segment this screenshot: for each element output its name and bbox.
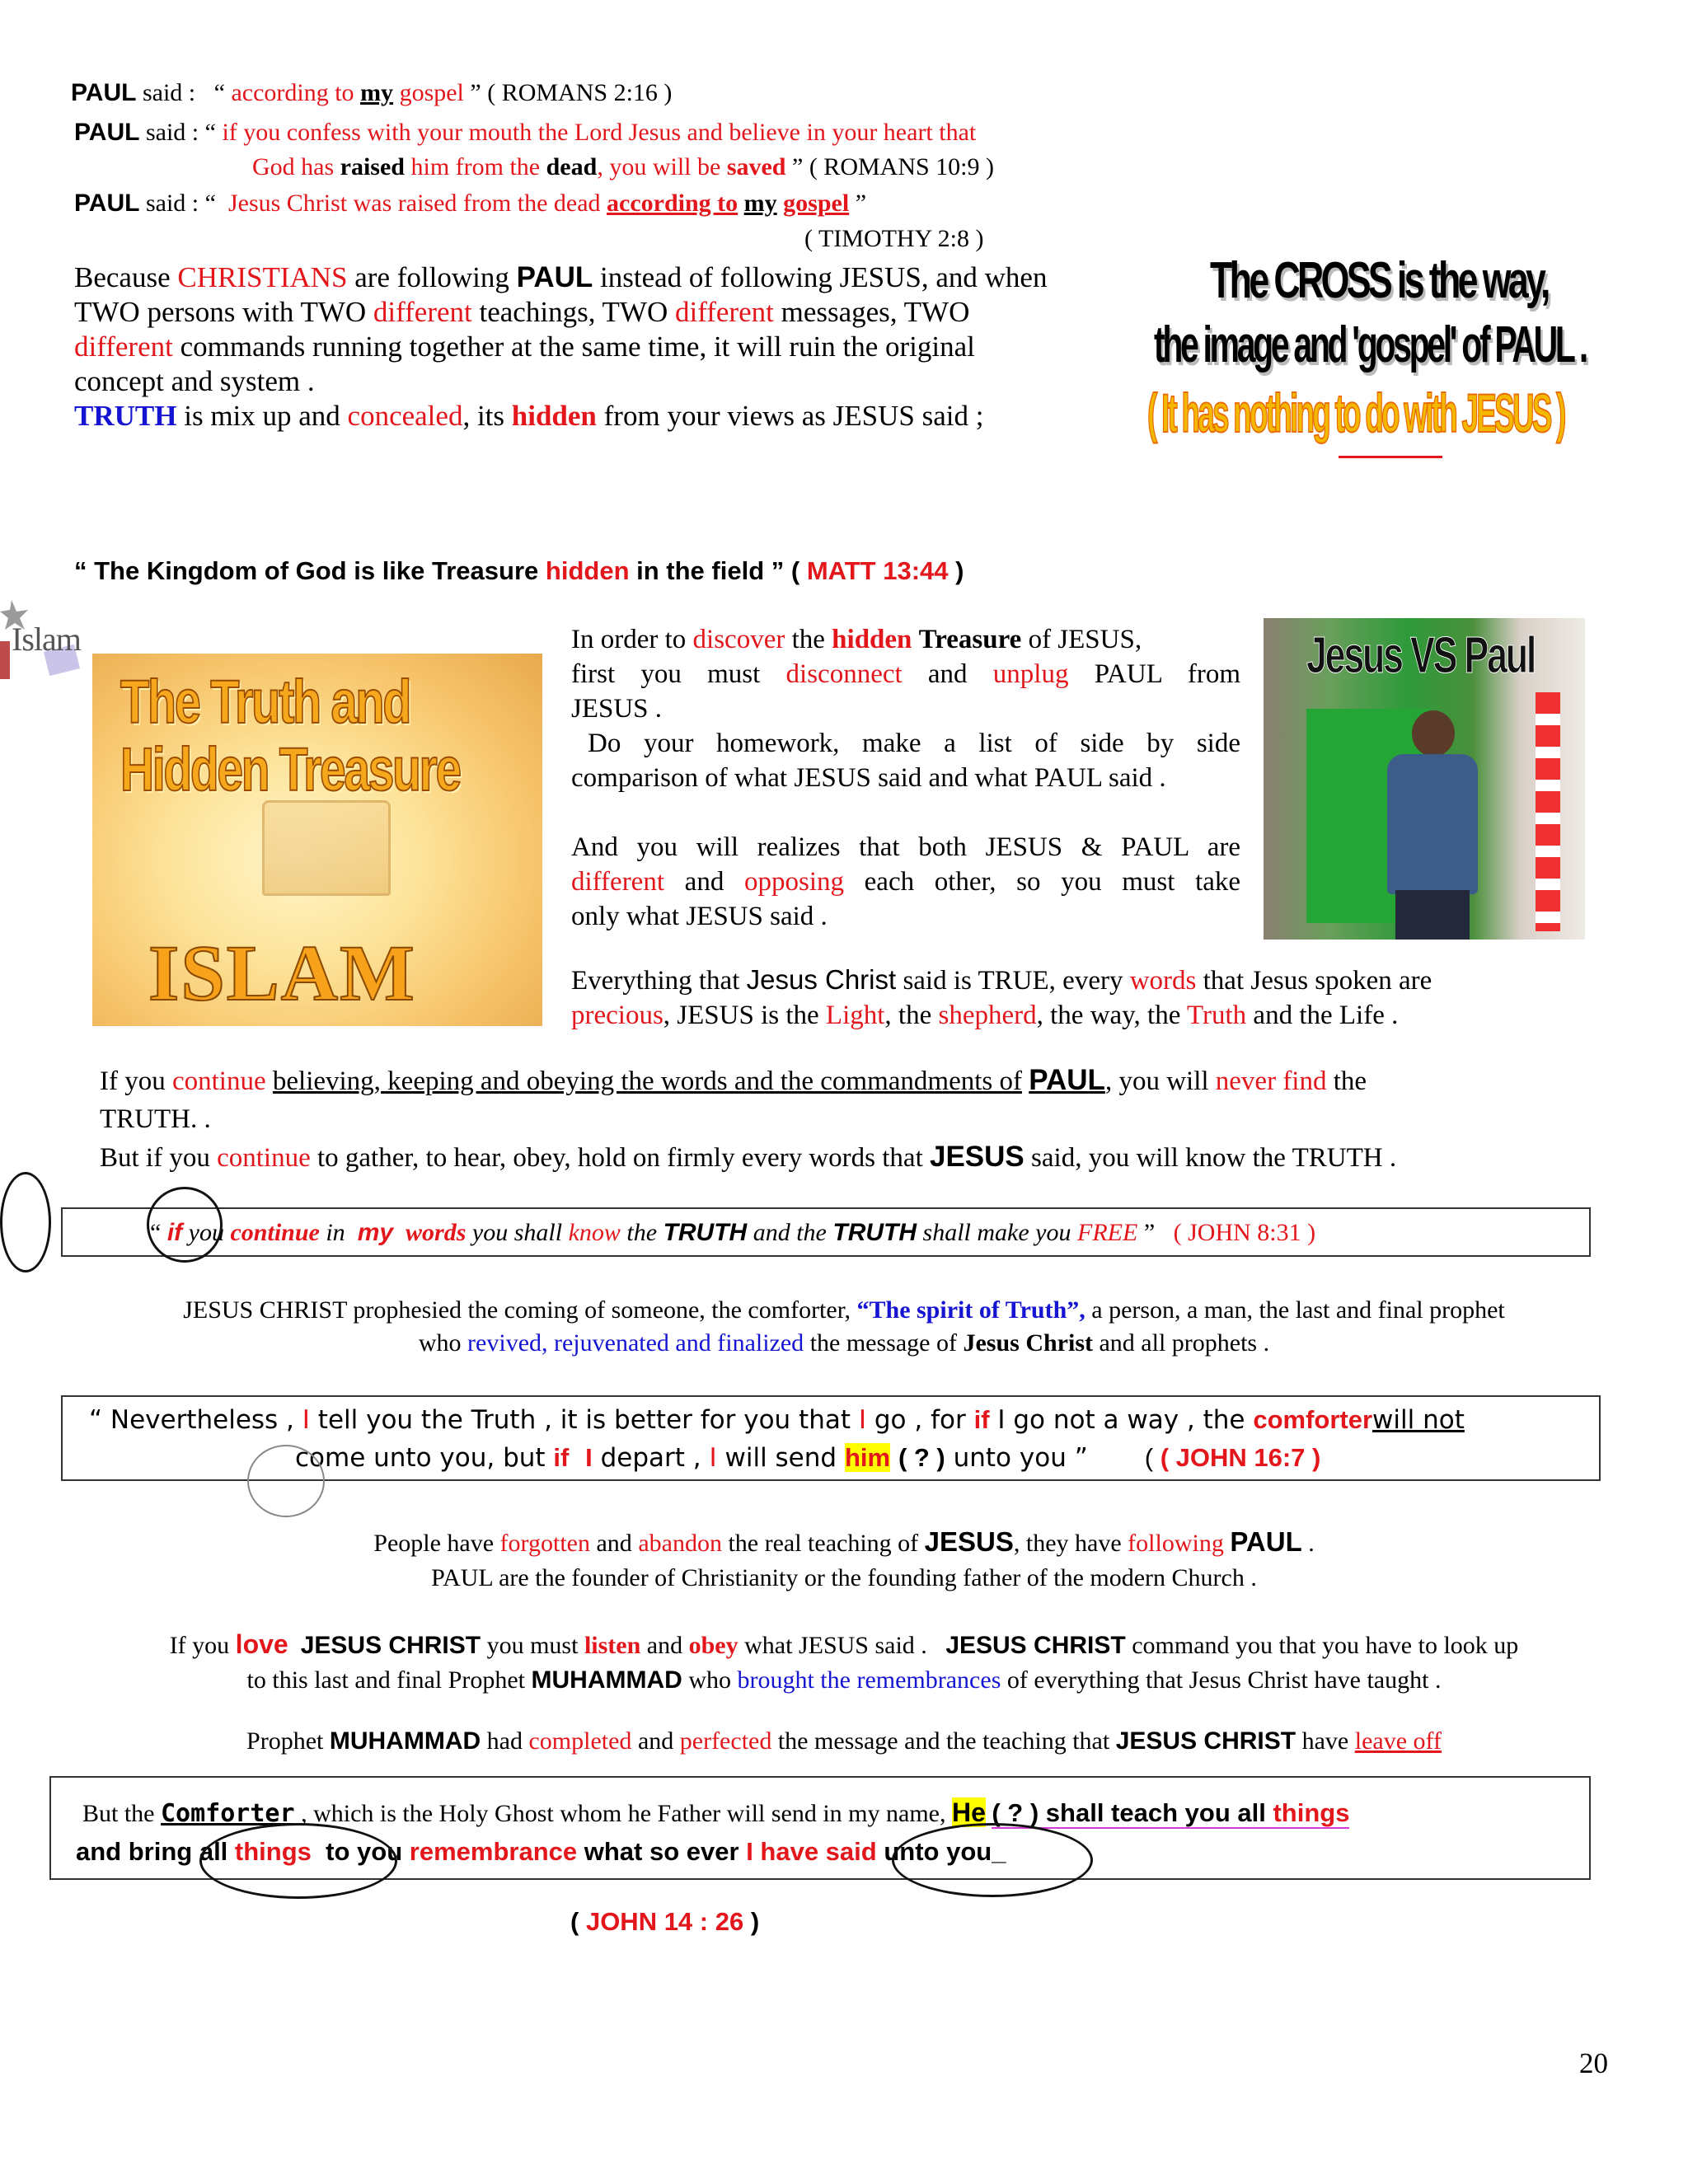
muhammad-word: MUHAMMAD [329, 1727, 481, 1755]
text: in the field ” ( [636, 556, 800, 585]
never-find: never find [1215, 1066, 1327, 1096]
treasure-word: Treasure [918, 625, 1022, 654]
text: will not [1372, 1405, 1465, 1435]
hidden-word: hidden [545, 556, 630, 585]
text: unto you ” [953, 1443, 1088, 1473]
brought-remembrances: brought the remembrances [737, 1666, 1001, 1694]
forgotten-paragraph [0, 1525, 1688, 1596]
text: shall make you [922, 1219, 1071, 1246]
text: you [188, 1219, 224, 1246]
speaker: PAUL [74, 190, 140, 217]
if-word: if [553, 1443, 570, 1472]
john-14-26-reference [570, 1907, 759, 1937]
following-word: following [1128, 1530, 1224, 1557]
if-word: if [973, 1405, 990, 1434]
different-word: different [373, 296, 472, 328]
text: comparison of what JESUS said and what PAUL said . [571, 763, 1166, 793]
text: unto you_ [884, 1837, 1006, 1866]
words-word: words [1129, 966, 1197, 996]
paul-word: PAUL [1230, 1526, 1302, 1557]
cross-title-line3: ( It has nothing to do with JESUS ) [1147, 382, 1564, 443]
comforter-word: comforter [1253, 1405, 1373, 1434]
text: tell you the Truth , it is better for you that [317, 1405, 851, 1435]
text: concept and system . [74, 365, 315, 397]
if-word: if [166, 1219, 183, 1246]
text: who [688, 1666, 731, 1694]
shepherd-word: shepherd [938, 1001, 1037, 1030]
paul-quote-romans-10-9-line2 [252, 153, 994, 181]
jesus-christ: JESUS CHRIST [1115, 1727, 1296, 1755]
cross-title-line1: The CROSS is the way, [1210, 252, 1548, 309]
text: Everything that [571, 966, 740, 996]
text: , they have [1013, 1530, 1122, 1557]
text: But the [82, 1800, 155, 1827]
text: messages, TWO [781, 296, 970, 328]
text: had [486, 1727, 523, 1755]
treasure-chest-icon [262, 800, 391, 896]
different-word: different [571, 867, 665, 897]
close-quote: ” [1143, 1219, 1156, 1246]
continue-word: continue [217, 1143, 311, 1173]
text: JESUS . [571, 694, 663, 724]
free-word: FREE [1077, 1219, 1138, 1246]
text: But if you [100, 1143, 210, 1173]
text: , its [462, 400, 505, 432]
text: who [418, 1329, 462, 1357]
text: and [646, 1632, 683, 1659]
text: in [326, 1219, 345, 1246]
truth-word: TRUTH [663, 1219, 748, 1246]
text: “ The Kingdom of God is like Treasure [74, 556, 539, 585]
close-quote: ” [855, 190, 867, 217]
perfected-word: perfected [679, 1727, 772, 1755]
leave-off: leave off [1354, 1727, 1442, 1755]
i-word: I [585, 1443, 593, 1472]
text: to this last and final Prophet [246, 1666, 526, 1694]
text: PAUL from [1094, 659, 1241, 689]
text: the real teaching of [728, 1530, 919, 1557]
text: from your views as JESUS said ; [603, 400, 984, 432]
different-word: different [675, 296, 774, 328]
treasure-image [92, 654, 542, 1026]
paul-word: PAUL [516, 261, 593, 293]
text: teachings, TWO [479, 296, 668, 328]
quote-according-to: according to [607, 190, 738, 217]
completed-line [0, 1727, 1688, 1755]
treasure-title-line2: Hidden Treasure [120, 735, 460, 804]
abandon-word: abandon [638, 1530, 722, 1557]
text: to you [326, 1837, 403, 1866]
text: the [626, 1219, 658, 1246]
text: ) [750, 1907, 760, 1936]
text: command you that you have to look up [1132, 1632, 1519, 1659]
opposing-word: opposing [743, 867, 844, 897]
reference: ” ( ROMANS 10:9 ) [792, 153, 994, 180]
person-legs [1395, 890, 1470, 940]
text: come unto you, but [295, 1443, 546, 1473]
text: JESUS CHRIST prophesied the coming of someone, the comforter, [183, 1296, 851, 1324]
john-8-31-quote [150, 1219, 1315, 1247]
said: said : [142, 79, 196, 106]
paul-word: PAUL [1029, 1064, 1105, 1096]
text: and [596, 1530, 632, 1557]
i-word: I [709, 1443, 717, 1473]
timothy-reference: ( TIMOTHY 2:8 ) [804, 225, 984, 252]
things-word: things [234, 1837, 312, 1866]
quote-saved: saved [726, 153, 786, 180]
text: commands running together at the same time, it will ruin the original [180, 330, 975, 363]
continue-word: continue [230, 1219, 320, 1246]
everything-paragraph [571, 963, 1432, 1033]
truth-word: Truth [1187, 1001, 1247, 1030]
text: Prophet [246, 1727, 324, 1755]
text: said is TRUE, every [903, 966, 1123, 996]
text: and the Life . [1253, 1001, 1399, 1030]
islam-logo [0, 592, 103, 684]
text: , JESUS is the [663, 1001, 819, 1030]
jesus-christ: Jesus Christ [963, 1329, 1093, 1357]
text: the message and the teaching that [777, 1727, 1110, 1755]
quote-dead: dead [546, 153, 598, 180]
quote-text: God has [252, 153, 335, 180]
annotation-ellipse [892, 1823, 1093, 1897]
teach-phrase [992, 1798, 1349, 1829]
treasure-title-line1: The Truth and [120, 668, 410, 736]
remembrance-word: remembrance [409, 1837, 578, 1866]
text: , the way, the [1036, 1001, 1181, 1030]
reference: ( JOHN 16:7 ) [1160, 1443, 1321, 1472]
continue-word: continue [171, 1066, 266, 1096]
forgotten-word: forgotten [499, 1530, 590, 1557]
love-paragraph [0, 1627, 1688, 1698]
text: “ Nevertheless , [89, 1405, 294, 1435]
quote-text: him from the [410, 153, 541, 180]
text: of JESUS, [1028, 625, 1142, 654]
text: ( ? ) shall teach you all [992, 1798, 1266, 1827]
continue-paragraph [100, 1062, 1396, 1177]
different-word: different [74, 330, 173, 363]
i-have-said: I have said [746, 1837, 877, 1866]
text: is mix up and [184, 400, 340, 432]
text: And you will realizes that both JESUS & PAUL are [571, 832, 1240, 862]
text: what JESUS said . [744, 1632, 927, 1659]
text: the message of [809, 1329, 957, 1357]
quote-text: according to [231, 79, 354, 106]
reference: ( JOHN 8:31 ) [1173, 1219, 1316, 1246]
completed-word: completed [528, 1727, 632, 1755]
unplug-word: unplug [992, 659, 1069, 689]
love-word: love [235, 1629, 288, 1659]
text: a person, a man, the last and final prophet [1091, 1296, 1505, 1324]
text: PAUL are the founder of Christianity or the founding father of the modern Church . [431, 1564, 1257, 1591]
he-word: He [951, 1797, 986, 1827]
paul-quote-romans-10-9-line1 [74, 119, 976, 147]
text: and [927, 659, 968, 689]
text: TRUTH. . [100, 1104, 211, 1134]
middle-paragraph [571, 622, 1240, 934]
text: ( [570, 1907, 579, 1936]
discover-word: discover [692, 625, 785, 654]
reference-group: ( ( JOHN 16:7 ) [1144, 1443, 1321, 1472]
hidden-word: hidden [832, 625, 912, 654]
text: first you must [571, 659, 761, 689]
reference: MATT 13:44 [806, 556, 949, 585]
annotation-circle [147, 1187, 223, 1263]
prophesied-paragraph [0, 1294, 1688, 1360]
cross-graphic [1141, 243, 1619, 474]
text: the [1333, 1066, 1367, 1096]
john-16-7-line1 [89, 1405, 1465, 1435]
truth-word: TRUTH [74, 400, 177, 432]
quote-my: my [743, 190, 777, 217]
text: , which is the Holy Ghost whom he Father will send in my name, [301, 1800, 946, 1827]
text: of everything that Jesus Christ have taught . [1006, 1666, 1442, 1694]
text: will send [724, 1443, 837, 1473]
text: to gather, to hear, obey, hold on firmly every words that [316, 1143, 923, 1173]
quote-gospel: gospel [783, 190, 850, 217]
text: In order to [571, 625, 687, 654]
text: , you will [1104, 1066, 1209, 1096]
text: If you [100, 1066, 166, 1096]
text: and the [753, 1219, 827, 1246]
jesus-christ: Jesus Christ [746, 964, 897, 995]
text: go , for [874, 1405, 966, 1435]
open-quote: “ [204, 190, 216, 217]
revived-text: revived, rejuvenated and finalized [467, 1329, 804, 1357]
jesus-vs-paul-image [1264, 618, 1585, 940]
i-word: I [302, 1405, 310, 1435]
text: I go not a way , the [997, 1405, 1245, 1435]
text: and bring all [76, 1837, 228, 1866]
jesus-vs-paul-title: Jesus VS Paul [1306, 627, 1536, 684]
reference: JOHN 14 : 26 [585, 1907, 744, 1936]
open-quote: “ [213, 79, 225, 106]
jesus-word: JESUS [930, 1141, 1025, 1173]
text: and [684, 867, 724, 897]
things-word: things [1273, 1798, 1350, 1827]
cross-title-line2: the image and 'gospel' of PAUL . [1154, 316, 1586, 373]
text: have [1301, 1727, 1349, 1755]
annotation-circle [247, 1445, 325, 1517]
jesus-christ: JESUS CHRIST [945, 1632, 1126, 1659]
my-word: my [357, 1219, 394, 1246]
him-word: him [844, 1443, 891, 1472]
know-word: know [568, 1219, 621, 1246]
hidden-word: hidden [511, 400, 597, 432]
red-underline [1339, 456, 1442, 458]
christians-word: CHRISTIANS [177, 261, 348, 293]
precious-word: precious [571, 1001, 663, 1030]
text: are following [354, 261, 509, 293]
text: you shall [471, 1219, 563, 1246]
text: , the [884, 1001, 932, 1030]
quote-text: , you will be [597, 153, 721, 180]
words-word: words [406, 1219, 467, 1246]
comforter-word: Comforter [161, 1799, 295, 1828]
quote-text: Jesus Christ was raised from the dead [227, 190, 601, 217]
person-head [1412, 710, 1455, 757]
text: TWO persons with TWO [74, 296, 367, 328]
text: Do your homework, make a list of side by side [588, 729, 1240, 758]
kingdom-quote [74, 556, 964, 586]
speaker: PAUL [71, 79, 137, 106]
treasure-islam-word: ISLAM [148, 929, 416, 1017]
underlined-text: believing, keeping and obeying the words and the commandments of [272, 1066, 1022, 1096]
red-shelf [1536, 692, 1560, 931]
i-word: I [858, 1405, 867, 1435]
listen-word: listen [584, 1632, 641, 1659]
disconnect-word: disconnect [785, 659, 903, 689]
quote-text: if you confess with your mouth the Lord Jesus and believe in your heart that [222, 119, 977, 146]
text: If you [169, 1632, 230, 1659]
muhammad-word: MUHAMMAD [531, 1666, 682, 1694]
concealed-word: concealed [347, 400, 463, 432]
text: ) [955, 556, 964, 585]
paul-quote-timothy-2-8 [74, 190, 866, 218]
john-14-26-line1 [82, 1797, 1349, 1828]
page-number: 20 [1579, 2047, 1608, 2079]
spirit-of-truth: “The spirit of Truth”, [856, 1296, 1085, 1324]
text: that Jesus spoken are [1203, 966, 1432, 996]
said: said : [145, 119, 199, 146]
text: and all prophets . [1099, 1329, 1270, 1357]
light-word: Light [825, 1001, 885, 1030]
text: only what JESUS said . [571, 902, 828, 931]
quote-raised: raised [340, 153, 405, 180]
jesus-word: JESUS [924, 1526, 1014, 1557]
truth-word: TRUTH [832, 1219, 917, 1246]
text: instead of following JESUS, and when [600, 261, 1048, 293]
close-quote: ” [470, 79, 481, 106]
obey-word: obey [688, 1632, 738, 1659]
annotation-ellipse [199, 1823, 397, 1899]
text: said, you will know the TRUTH . [1031, 1143, 1397, 1173]
speaker: PAUL [74, 119, 140, 146]
question-mark: ( ? ) [898, 1443, 945, 1472]
quote-my: my [360, 79, 394, 106]
john-8-31-box [61, 1207, 1591, 1257]
quote-text: gospel [399, 79, 464, 106]
text: and [637, 1727, 674, 1755]
said: said : [145, 190, 199, 217]
intro-paragraph [74, 260, 1047, 434]
text: People have [373, 1530, 495, 1557]
islam-logo-text: Islam [12, 621, 81, 658]
annotation-ellipse [0, 1172, 51, 1272]
text: what so ever [584, 1837, 739, 1866]
open-quote: “ [150, 1219, 162, 1246]
jesus-christ: JESUS CHRIST [300, 1632, 481, 1659]
text: each other, so you must take [864, 867, 1241, 897]
open-quote: “ [204, 119, 216, 146]
person-body [1387, 754, 1478, 894]
text: Because [74, 261, 171, 293]
john-16-7-line2 [295, 1443, 1320, 1473]
text: . [1308, 1530, 1315, 1557]
text: you must [486, 1632, 579, 1659]
text: the [791, 625, 825, 654]
reference: ( ROMANS 2:16 ) [487, 79, 673, 106]
paul-quote-romans-2-16 [71, 79, 672, 107]
text: depart , [600, 1443, 701, 1473]
